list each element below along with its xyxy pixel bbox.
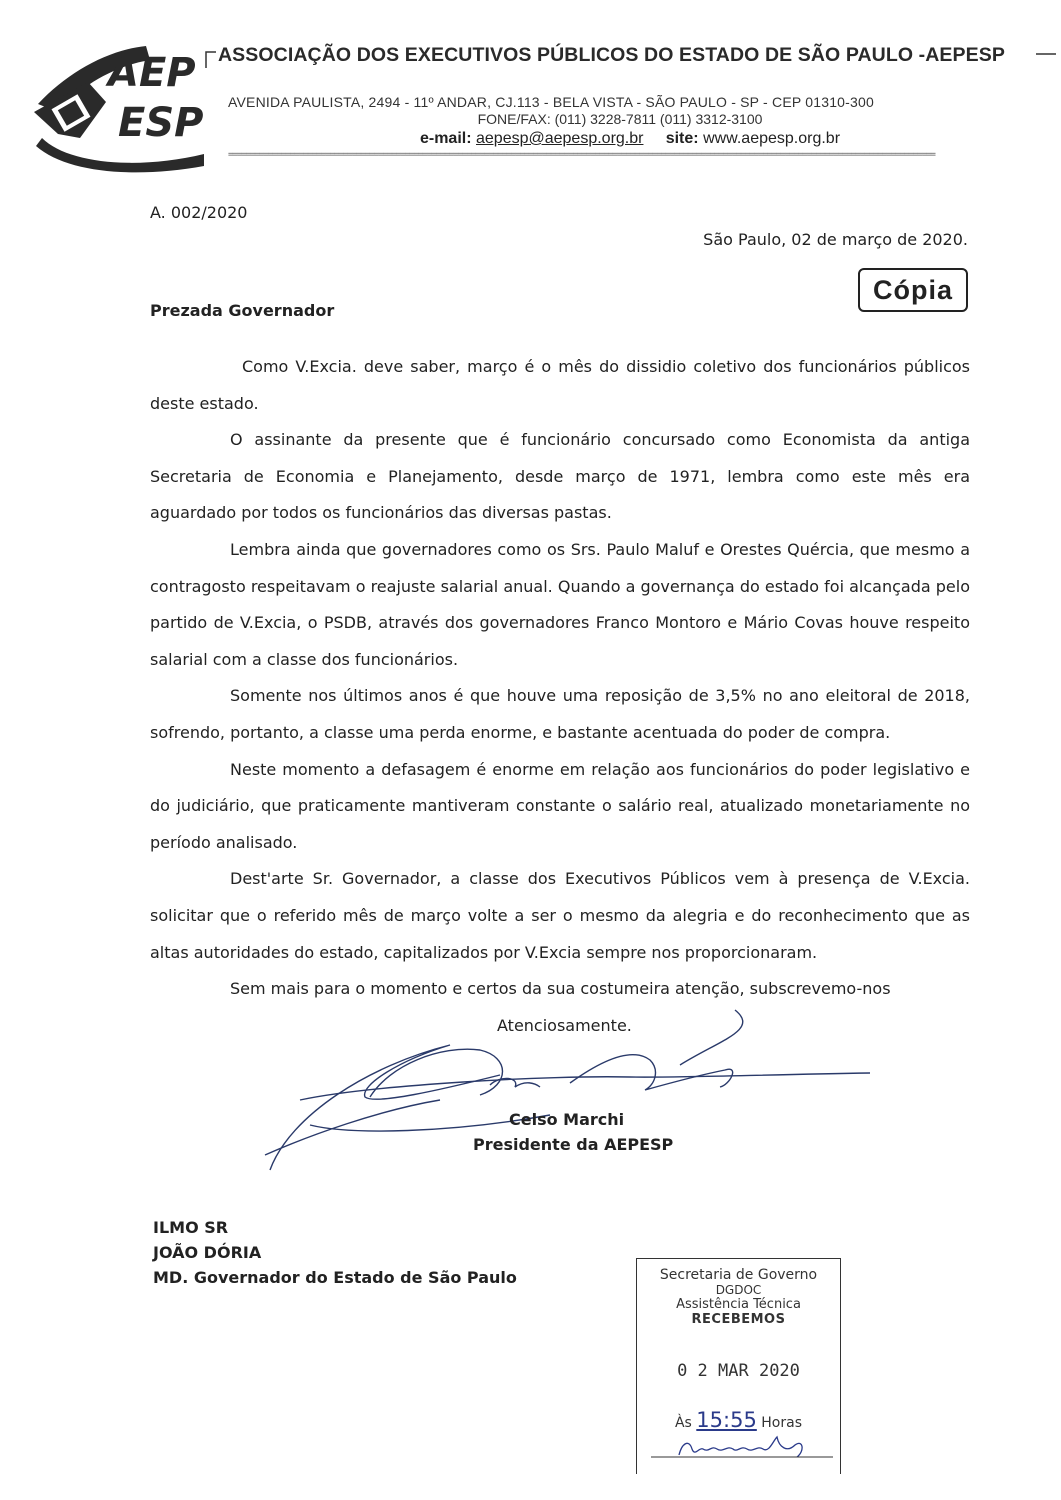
paragraph: Sem mais para o momento e certos da sua costumeira atenção, subscrevemo-nos — [230, 979, 891, 999]
letter-date: São Paulo, 02 de março de 2020. — [703, 230, 968, 249]
stamp-unit: Assistência Técnica — [676, 1297, 801, 1312]
letterhead-address: AVENIDA PAULISTA, 2494 - 11º ANDAR, CJ.113 - BELA VISTA - SÃO PAULO - SP - CEP 01310-300 — [228, 94, 874, 110]
stamp-initials — [637, 1259, 840, 1474]
signer-name: Celso Marchi — [509, 1110, 625, 1129]
site-label: site: — [665, 130, 699, 147]
document-reference: A. 002/2020 — [150, 203, 248, 222]
addressee-block — [153, 1215, 517, 1290]
receipt-stamp — [636, 1258, 841, 1474]
paragraph: Lembra ainda que governadores como os Srs. Paulo Maluf e Orestes Quércia, que mesmo a contragosto respeitavam o reajuste salarial anual. Quando a governança do estado foi alcançada pelo partido de V.Excia, o PSDB, através dos governadores Franco Montoro e Mário Covas houve respeito salarial com a classe dos funcionários. — [150, 539, 970, 669]
paragraph: O assinante da presente que é funcionário concursado como Economista da antiga Secretaria de Economia e Planejamento, desde março de 1971, lembra como este mês era aguardado por todos os funcionários das diversas pastas. — [150, 430, 970, 523]
stamp-time: 15:55 — [696, 1408, 757, 1432]
closing: Atenciosamente. — [497, 1016, 632, 1035]
aepesp-logo — [28, 42, 210, 177]
letterhead-rule: ================================================================================================================================================================ — [228, 150, 935, 160]
email-label: e-mail: — [419, 130, 472, 147]
letterhead-phone: FONE/FAX: (011) 3228-7811 (011) 3312-3100 — [477, 111, 763, 127]
addressee-line: MD. Governador do Estado de São Paulo — [153, 1268, 517, 1287]
stamp-division: DGDOC — [715, 1283, 762, 1297]
addressee-line: JOÃO DÓRIA — [153, 1243, 262, 1262]
letter-body — [150, 349, 970, 1008]
organization-title: ASSOCIAÇÃO DOS EXECUTIVOS PÚBLICOS DO ESTADO DE SÃO PAULO -AEPESP — [218, 44, 1005, 66]
paragraph: Somente nos últimos anos é que houve uma reposição de 3,5% no ano eleitoral de 2018, sofrendo, portanto, a classe uma perda enorme, e bastante acentuada do poder de compra. — [150, 686, 970, 742]
stamp-received: RECEBEMOS — [691, 1312, 786, 1327]
stamp-date: 0 2 MAR 2020 — [677, 1361, 800, 1381]
letterhead-contacts — [300, 130, 960, 148]
email-link[interactable]: aepesp@aepesp.org.br — [476, 130, 644, 147]
stamp-time-prefix: Às — [674, 1415, 692, 1431]
addressee-line: ILMO SR — [153, 1218, 229, 1237]
stamp-time-suffix: Horas — [761, 1415, 803, 1431]
logo-text-top: AEP — [108, 50, 196, 96]
signer-role: Presidente da AEPESP — [473, 1135, 674, 1154]
copy-stamp: Cópia — [858, 268, 968, 312]
paragraph: Dest'arte Sr. Governador, a classe dos Executivos Públicos vem à presença de V.Excia. solicitar que o referido mês de março volte a ser o mesmo da alegria e do reconhecimento que as altas autoridades do estado, capitalizados por V.Excia sempre nos proporcionaram. — [150, 869, 970, 962]
logo-text-bottom: ESP — [118, 100, 204, 146]
paragraph: Como V.Excia. deve saber, março é o mês do dissidio coletivo dos funcionários públicos deste estado. — [150, 357, 970, 413]
salutation: Prezada Governador — [150, 301, 335, 320]
paragraph: Neste momento a defasagem é enorme em relação aos funcionários do poder legislativo e do judiciário, que praticamente mantiveram constante o salário real, atualizado monetariamente no período analisado. — [150, 759, 970, 852]
site-link[interactable]: www.aepesp.org.br — [703, 130, 841, 147]
stamp-department: Secretaria de Governo — [659, 1267, 818, 1283]
